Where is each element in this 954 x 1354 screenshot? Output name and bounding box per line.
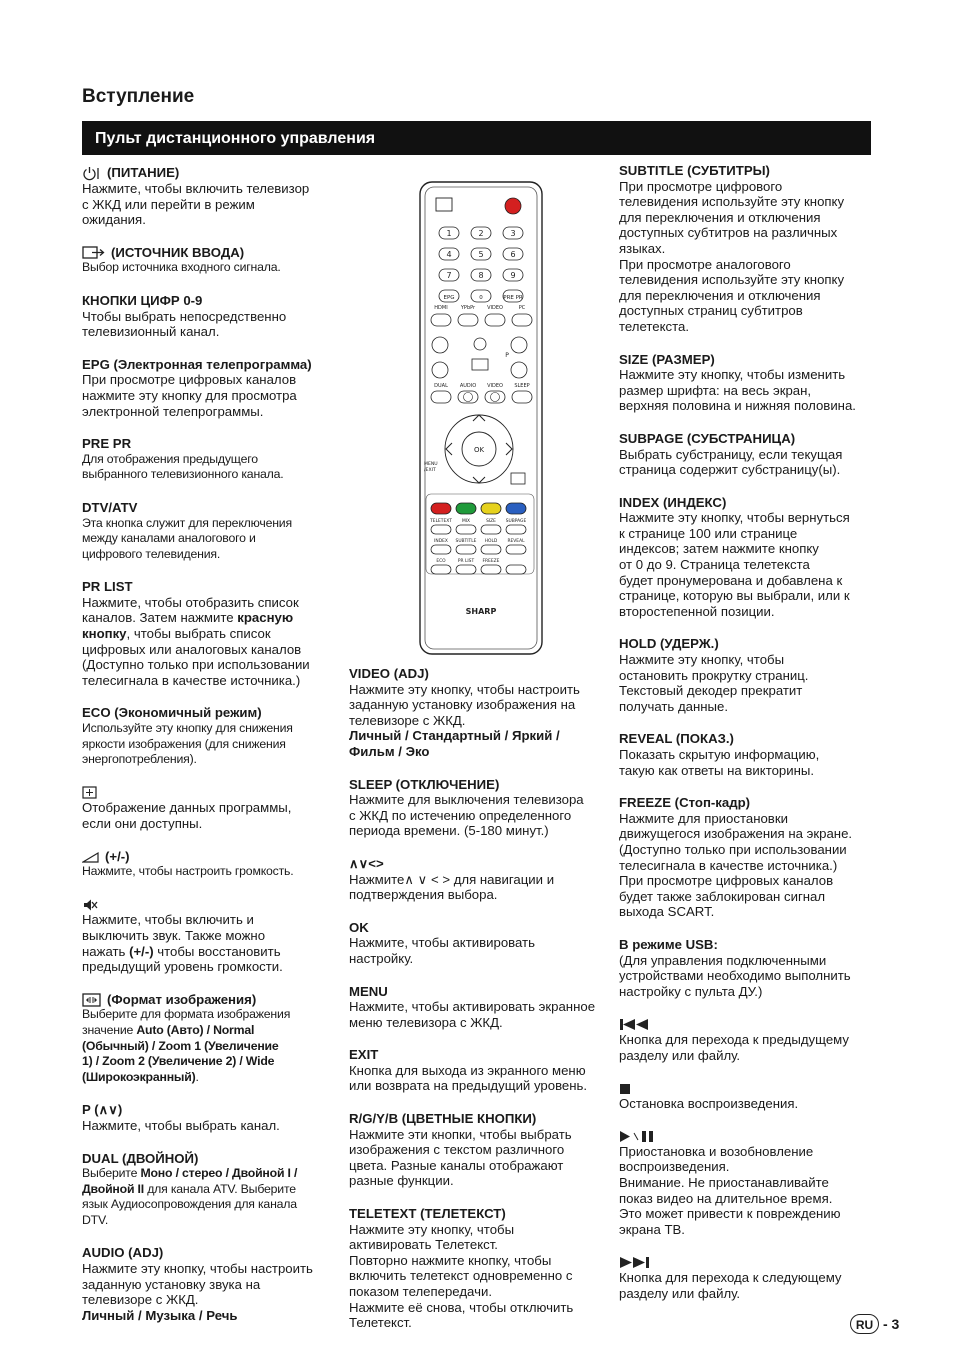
section-heading <box>82 436 334 452</box>
remote-digit-label: 7 <box>446 271 452 280</box>
section-title: В режиме USB: <box>619 936 718 952</box>
section-text <box>82 1007 334 1085</box>
aspect-icon <box>82 992 102 1008</box>
text-run: Нажмите, чтобы активировать экранное меню телевизора с ЖКД. <box>349 999 596 1030</box>
text-run: При просмотре цифровых каналов нажмите эту кнопку для просмотра электронной телепрограммы. <box>82 372 297 419</box>
section-sleep <box>349 777 607 839</box>
section-heading <box>82 785 334 801</box>
section-text <box>349 1127 607 1189</box>
power-icon <box>82 165 102 181</box>
text-run: Нажмите для выключения телевизора с ЖКД по истечению определенного периода времени. (5-180 минут.) <box>349 792 584 839</box>
text-run: Выберите <box>82 1166 141 1181</box>
section-next <box>619 1254 877 1301</box>
remote-aspect-button <box>472 359 488 370</box>
remote-idx-button <box>431 545 451 554</box>
remote-digit-label: 2 <box>478 229 484 238</box>
section-prev <box>619 1016 877 1063</box>
remote-small-label: ECO <box>436 559 446 564</box>
text-run: Кнопка для выхода из экранного меню или возврата на предыдущий уровень. <box>349 1062 588 1094</box>
remote-small-label: TELETEXT <box>430 519 452 524</box>
text-run: Выберите для формата изображения значение <box>82 1007 291 1037</box>
section-dtvatv <box>82 500 334 562</box>
remote-label: 0 <box>479 295 483 301</box>
section-audio <box>82 1245 334 1323</box>
section-heading <box>619 431 877 447</box>
remote-small-label: YPbPr <box>460 305 476 311</box>
text-run: Остановка воспроизведения. <box>619 1095 799 1111</box>
section-text <box>82 1166 334 1228</box>
text-run: Нажмите эти кнопки, чтобы выбрать изображения с текстом различного цвета. Разные каналы отображают разные функции. <box>349 1126 572 1189</box>
remote-source-button <box>512 314 532 326</box>
section-title: OK <box>349 919 369 935</box>
section-text <box>619 953 877 1000</box>
remote-eco-button <box>456 565 476 574</box>
prev-icon <box>619 1016 651 1032</box>
section-dual <box>82 1151 334 1229</box>
remote-small-label: FREEZE <box>482 559 500 564</box>
section-banner: Пульт дистанционного управления <box>82 121 871 155</box>
text-run: для канала ATV. Выберите язык Аудиосопровождения для канала DTV. <box>82 1181 297 1227</box>
text-run: Кнопка для перехода к следующему разделу или файлу. <box>619 1270 842 1301</box>
text-run: Нажмите эту кнопку, чтобы изменить размер шрифта: на весь экран, верхняя половина и нижняя половина. <box>619 367 856 414</box>
remote-power-button <box>505 198 521 214</box>
section-freeze <box>619 795 877 920</box>
section-text <box>619 1096 877 1112</box>
remote-exit-label: /EXIT <box>424 468 436 473</box>
text-run: Отображение данных программы, если они доступны. <box>82 800 292 832</box>
section-heading <box>619 1254 877 1270</box>
text-run: Нажмите, чтобы настроить громкость. <box>82 864 294 879</box>
section-prepr <box>82 436 334 483</box>
remote-label: PRE PR <box>503 295 523 301</box>
text-run: , чтобы выбрать список цифровых или аналоговых каналов (Доступно только при использовании телесигнала в качестве источника.) <box>82 626 310 688</box>
section-title: DTV/ATV <box>82 499 138 515</box>
remote-small-label: HDMI <box>434 305 448 311</box>
section-title: ∧∨<> <box>349 855 384 871</box>
section-text <box>349 1063 607 1094</box>
remote-color-button <box>506 503 526 514</box>
section-title: SUBPAGE (СУБСТРАНИЦА) <box>619 430 796 446</box>
remote-digit-label: 1 <box>446 229 452 238</box>
text-run: Выбор источника входного сигнала. <box>82 260 281 275</box>
remote-tt-button <box>506 525 526 534</box>
remote-source-button <box>485 314 505 326</box>
bold-run: Моно / стерео / Двойной I / Двойной II <box>82 1166 298 1196</box>
column-left <box>82 165 334 1340</box>
section-heading <box>619 1128 877 1144</box>
info-icon <box>82 785 98 801</box>
remote-mid-button <box>512 391 532 403</box>
text-run: Чтобы выбрать непосредственно телевизионный канал. <box>82 308 287 340</box>
remote-digit-label: 3 <box>510 229 516 238</box>
section-heading <box>82 1102 334 1118</box>
bold-run: красную кнопку <box>82 610 294 642</box>
section-text <box>619 367 877 414</box>
section-text <box>349 682 607 729</box>
section-heading <box>82 357 334 373</box>
text-run: Выбрать субстраницу, если текущая страница содержит субстраницу(ы). <box>619 446 843 478</box>
section-heading <box>619 1080 877 1096</box>
remote-small-label: SIZE <box>486 519 496 524</box>
section-heading <box>349 1111 607 1127</box>
text-run: . <box>195 1069 199 1084</box>
section-ok <box>349 920 607 967</box>
remote-small-label: HOLD <box>484 539 498 544</box>
remote-small-label: SUBTITLE <box>455 539 477 544</box>
remote-eco-button <box>506 565 526 574</box>
section-text <box>82 1261 334 1308</box>
section-bold-line <box>349 728 607 759</box>
section-subpage <box>619 431 877 478</box>
remote-small-label: PR LIST <box>457 559 475 564</box>
text-run: Нажмите, чтобы активировать настройку. <box>349 935 535 966</box>
remote-control-illustration <box>419 181 543 655</box>
section-text <box>619 1270 877 1301</box>
section-heading <box>349 666 607 682</box>
section-text <box>349 1222 607 1331</box>
remote-small-label: MIX <box>461 519 471 524</box>
section-text <box>82 452 334 483</box>
section-usb <box>619 937 877 999</box>
section-heading <box>619 795 877 811</box>
remote-brand-logo: SHARP <box>465 607 497 616</box>
stop-icon <box>619 1080 631 1096</box>
section-bold-line <box>82 1308 334 1324</box>
section-heading <box>82 293 334 309</box>
remote-adj-dot <box>491 393 500 402</box>
section-heading <box>349 1047 607 1063</box>
text-run: Приостановка и возобновление воспроизведения. Внимание. Не приостанавливайте показ видео на длительное время. Это может привести к повреждению экрана ТВ. <box>619 1143 841 1237</box>
section-heading <box>619 731 877 747</box>
section-stop <box>619 1080 877 1111</box>
section-title: P (∧∨) <box>82 1102 123 1118</box>
section-heading <box>82 849 334 865</box>
section-text <box>82 721 334 768</box>
section-text <box>619 1144 877 1238</box>
remote-source-button <box>431 314 451 326</box>
section-heading <box>82 1151 334 1167</box>
section-text <box>619 811 877 920</box>
remote-small-label: REVEAL <box>507 539 525 544</box>
remote-eco-button <box>481 565 501 574</box>
section-input <box>82 245 334 276</box>
section-heading <box>619 1016 877 1032</box>
section-title: (ПИТАНИЕ) <box>107 165 180 181</box>
section-title: DUAL (ДВОЙНОЙ) <box>82 1150 199 1166</box>
section-heading <box>82 992 334 1008</box>
section-text <box>82 260 334 276</box>
text-run: Нажмите для приостановки движущегося изображения на экране. (Доступно только при использовании телесигнала в качестве источника.) При просмотре цифровых каналов будет также заблокирован сигнал выхода SCART. <box>619 810 853 920</box>
section-aspect <box>82 992 334 1086</box>
text-run: Нажмите эту кнопку, чтобы остановить прокрутку страниц. Текстовый декодер прекратит получать данные. <box>619 652 809 714</box>
section-heading <box>82 245 334 261</box>
remote-digit-label: 9 <box>510 271 516 280</box>
remote-color-button <box>481 503 501 514</box>
remote-p-label: P <box>505 352 509 359</box>
section-title: EPG (Электронная телепрограмма) <box>82 356 312 372</box>
section-heading <box>619 636 877 652</box>
section-text <box>349 935 607 966</box>
text-run: При просмотре цифрового телевидения используйте эту кнопку для переключения и отключения доступных субтитров на различных языках. При просмотре аналогового телевидения используйте эту кнопку для переключения и отключения доступных страниц субтитров телетекста. <box>619 178 845 334</box>
section-epg <box>82 357 334 419</box>
remote-small-label: SLEEP <box>514 383 530 389</box>
remote-tt-button <box>456 525 476 534</box>
text-run: Нажмите, чтобы выбрать канал. <box>82 1117 280 1133</box>
remote-small-label: INDEX <box>434 539 448 544</box>
section-exit <box>349 1047 607 1094</box>
bold-run: Auto (Авто) / Normal (Обычный) / Zoom 1 (Увеличение 1) / Zoom 2 (Увеличение 2) / Wide (Широкоэкранный) <box>82 1022 279 1084</box>
text-run: Нажмите, чтобы включить телевизор с ЖКД или перейти в режим ожидания. <box>82 181 310 228</box>
text-run: Нажмите эту кнопку, чтобы активировать Телетекст. Повторно нажмите кнопку, чтобы включить телетекст одновременно с показом телепередачи. Нажмите её снова, чтобы отключить Телетекст. <box>349 1221 574 1331</box>
section-title: SUBTITLE (СУБТИТРЫ) <box>619 163 770 178</box>
section-index <box>619 495 877 620</box>
section-menu <box>349 984 607 1031</box>
section-text <box>349 872 607 903</box>
section-hold <box>619 636 877 714</box>
text-run: чтобы восстановить предыдущий уровень громкости. <box>82 943 283 975</box>
remote-digit-label: 4 <box>446 250 452 259</box>
remote-small-label: PC <box>518 305 526 311</box>
section-heading <box>82 579 334 595</box>
section-play <box>619 1128 877 1237</box>
remote-mid-button <box>431 391 451 403</box>
remote-small-label: DUAL <box>434 383 448 389</box>
section-text <box>82 1118 334 1134</box>
section-title: (ИСТОЧНИК ВВОДА) <box>111 244 245 260</box>
remote-ok-label: OK <box>473 446 485 454</box>
section-teletext <box>349 1206 607 1331</box>
section-heading <box>619 495 877 511</box>
text-run: Кнопка для перехода к предыдущему разделу или файлу. <box>619 1031 849 1063</box>
remote-p-down <box>511 362 527 378</box>
volume-icon <box>82 849 100 865</box>
section-text <box>82 595 334 689</box>
section-title: REVEAL (ПОКАЗ.) <box>619 731 734 747</box>
section-title: R/G/Y/B (ЦВЕТНЫЕ КНОПКИ) <box>349 1111 537 1127</box>
section-title: PRE PR <box>82 436 132 452</box>
section-title: FREEZE (Стоп-кадр) <box>619 795 751 811</box>
section-title: PR LIST <box>82 579 133 595</box>
text-run: Нажмите эту кнопку, чтобы настроить заданную установку звука на телевизоре с ЖКД. <box>82 1261 313 1308</box>
section-text <box>82 372 334 419</box>
mute-icon <box>82 897 98 913</box>
bold-run: (+/-) <box>129 943 154 959</box>
section-title: AUDIO (ADJ) <box>82 1245 164 1261</box>
page-footer <box>850 1314 899 1334</box>
remote-vol-up <box>432 337 448 353</box>
section-heading <box>349 920 607 936</box>
remote-idx-button <box>506 545 526 554</box>
section-heading <box>349 1206 607 1222</box>
remote-small-label: VIDEO <box>487 305 503 311</box>
remote-eco-button <box>431 565 451 574</box>
text-run: Показать скрытую информацию, такую как ответы на викторины. <box>619 747 820 778</box>
section-title: КНОПКИ ЦИФР 0-9 <box>82 292 203 308</box>
section-title: (+/-) <box>105 848 130 864</box>
section-text <box>82 800 334 831</box>
section-p <box>82 1102 334 1133</box>
remote-tt-button <box>481 525 501 534</box>
text-run: Для отображения предыдущего выбранного телевизионного канала. <box>82 451 284 482</box>
text-run: Нажмите, чтобы включить и выключить звук. Также можно нажать <box>82 912 266 959</box>
remote-p-up <box>511 337 527 353</box>
section-heading <box>82 165 334 181</box>
section-heading <box>619 937 877 953</box>
section-text <box>82 309 334 340</box>
remote-digit-label: 6 <box>510 250 516 259</box>
section-heading <box>619 163 877 179</box>
remote-source-button <box>458 314 478 326</box>
text-run: Нажмите эту кнопку, чтобы вернуться к странице 100 или странице индексов; затем нажмите кнопку от 0 до 9. Страница телетекста будет пронумерована и добавлена к странице, которую вы выбрали, или к второстепенной позиции. <box>619 510 850 619</box>
remote-label: EPG <box>443 295 455 301</box>
section-text <box>82 864 334 880</box>
remote-menu-label: MENU <box>424 462 438 467</box>
remote-adj-dot <box>464 393 473 402</box>
section-text <box>82 181 334 228</box>
section-mute <box>82 897 334 975</box>
remote-tt-button <box>431 525 451 534</box>
bold-run: Личный / Музыка / Речь <box>82 1307 238 1323</box>
bold-run: Личный / Стандартный / Яркий / Фильм / Эко <box>349 728 560 759</box>
section-eco <box>82 705 334 767</box>
section-text <box>82 912 334 974</box>
section-vol <box>82 849 334 880</box>
section-video <box>349 666 607 760</box>
section-nav <box>349 856 607 903</box>
section-title: ECO (Экономичный режим) <box>82 705 262 721</box>
remote-small-label: SUBPAGE <box>505 519 527 524</box>
section-text <box>619 652 877 714</box>
section-heading <box>82 1245 334 1261</box>
remote-small-label: VIDEO <box>487 383 503 389</box>
text-run: Нажмите, чтобы отобразить список каналов. Затем нажмите <box>82 594 299 626</box>
section-heading <box>82 500 334 516</box>
section-size <box>619 352 877 414</box>
section-heading <box>619 352 877 368</box>
section-text <box>619 510 877 619</box>
section-power <box>82 165 334 228</box>
section-reveal <box>619 731 877 778</box>
remote-digit-label: 8 <box>478 271 484 280</box>
section-text <box>619 747 877 778</box>
section-heading <box>82 897 334 913</box>
remote-mute-button <box>474 338 486 350</box>
text-run: Используйте эту кнопку для снижения яркости изображения (для снижения энергопотребления). <box>82 721 293 767</box>
remote-small-label: AUDIO <box>459 383 477 389</box>
section-text <box>349 999 607 1030</box>
section-title: INDEX (ИНДЕКС) <box>619 494 727 510</box>
section-title: SLEEP (ОТКЛЮЧЕНИЕ) <box>349 776 500 792</box>
section-rgyb <box>349 1111 607 1189</box>
input-source-icon <box>82 245 106 261</box>
page-number: - 3 <box>883 1316 900 1332</box>
section-prlist <box>82 579 334 688</box>
language-badge: RU <box>850 1314 879 1334</box>
remote-idx-button <box>456 545 476 554</box>
section-digits <box>82 293 334 340</box>
section-heading <box>349 856 607 872</box>
section-title: (Формат изображения) <box>107 991 257 1007</box>
text-run: Нажмите∧ ∨ < > для навигации и подтверждения выбора. <box>349 871 555 903</box>
remote-vol-down <box>432 362 448 378</box>
remote-digit-label: 5 <box>478 250 484 259</box>
remote-color-button <box>456 503 476 514</box>
text-run: (Для управления подключенными устройствами необходимо выполнить настройку с пульта ДУ.) <box>619 952 851 999</box>
text-run: Нажмите эту кнопку, чтобы настроить заданную установку изображения на телевизоре с ЖКД. <box>349 681 580 728</box>
section-text <box>349 792 607 839</box>
play-pause-icon <box>619 1128 657 1144</box>
section-title: SIZE (РАЗМЕР) <box>619 351 715 367</box>
section-heading <box>349 777 607 793</box>
column-right <box>619 163 877 1318</box>
section-text <box>619 179 877 335</box>
page-title: Вступление <box>82 86 195 107</box>
section-title: MENU <box>349 983 388 999</box>
text-run: Эта кнопка служит для переключения между каналами аналогового и цифрового телевидения. <box>82 515 292 561</box>
remote-info-button <box>511 473 525 484</box>
remote-idx-button <box>481 545 501 554</box>
section-title: TELETEXT (ТЕЛЕТЕКСТ) <box>349 1206 506 1222</box>
section-text <box>82 516 334 563</box>
section-title: VIDEO (ADJ) <box>349 666 429 681</box>
column-middle <box>349 666 607 1348</box>
section-title: HOLD (УДЕРЖ.) <box>619 636 719 652</box>
section-title: EXIT <box>349 1047 379 1063</box>
section-heading <box>349 984 607 1000</box>
section-info <box>82 785 334 832</box>
section-text <box>619 447 877 478</box>
section-subtitle <box>619 163 877 335</box>
next-icon <box>619 1254 651 1270</box>
remote-color-button <box>431 503 451 514</box>
section-text <box>619 1032 877 1063</box>
section-heading <box>82 705 334 721</box>
